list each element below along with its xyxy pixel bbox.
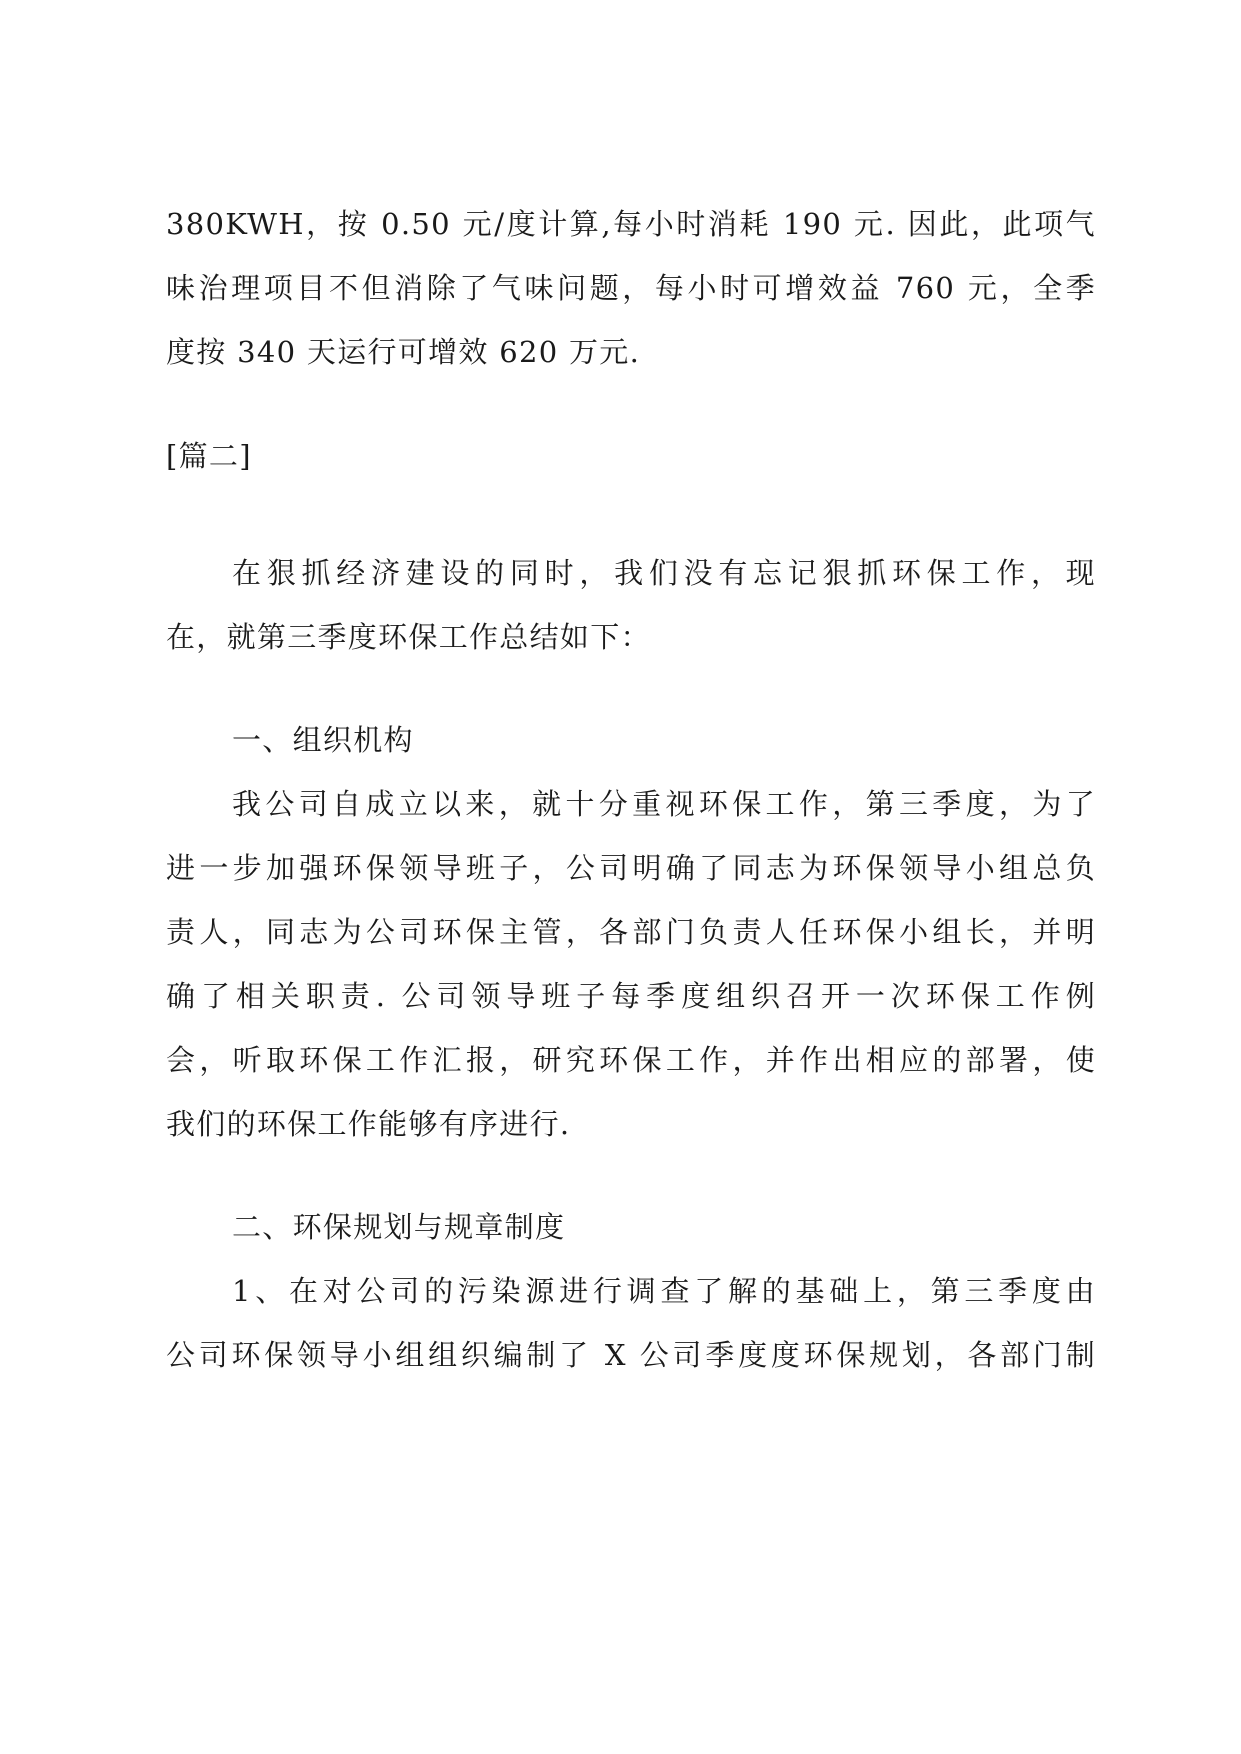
section-2-line-1: 1、在对公司的污染源进行调查了解的基础上，第三季度由 (232, 1274, 1096, 1308)
intro-line-1: 380KWH，按 0.50 元/度计算,每小时消耗 190 元. 因此，此项气 (166, 207, 1096, 241)
intro-line-2: 味治理项目不但消除了气味问题，每小时可增效益 760 元，全季 (166, 271, 1096, 305)
section-1-line-2: 进一步加强环保领导班子，公司明确了同志为环保领导小组总负 (166, 851, 1096, 885)
opening-line-2: 在，就第三季度环保工作总结如下： (166, 620, 651, 654)
section-1-line-6: 我们的环保工作能够有序进行. (166, 1107, 571, 1141)
section-marker: [篇二] (166, 439, 252, 473)
section-2-heading: 二、环保规划与规章制度 (232, 1210, 566, 1244)
section-2-line-2: 公司环保领导小组组织编制了 X 公司季度度环保规划，各部门制 (166, 1338, 1096, 1372)
section-1-line-5: 会，听取环保工作汇报，研究环保工作，并作出相应的部署，使 (166, 1043, 1096, 1077)
section-1-line-3: 责人，同志为公司环保主管，各部门负责人任环保小组长，并明 (166, 915, 1096, 949)
section-1-line-1: 我公司自成立以来，就十分重视环保工作，第三季度，为了 (232, 787, 1096, 821)
section-1-heading: 一、组织机构 (232, 723, 414, 757)
section-1-line-4: 确了相关职责. 公司领导班子每季度组织召开一次环保工作例 (166, 979, 1096, 1013)
intro-line-3: 度按 340 天运行可增效 620 万元. (166, 335, 641, 369)
opening-line-1: 在狠抓经济建设的同时，我们没有忘记狠抓环保工作，现 (232, 556, 1096, 590)
